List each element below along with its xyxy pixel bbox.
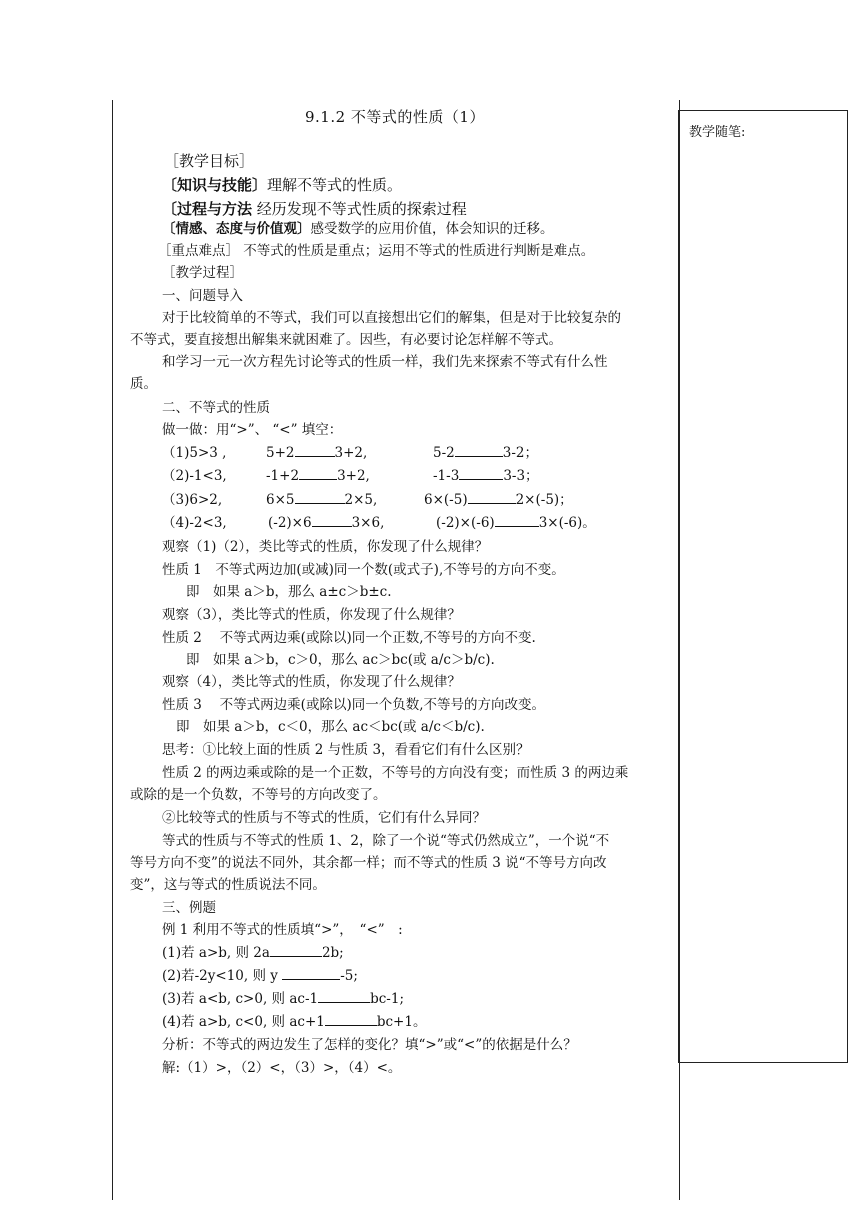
think-answer-2-line2: 等号方向不变”的说法不同外，其余都一样；而不等式的性质 3 说“不等号方向改	[130, 855, 607, 871]
fill-blank[interactable]	[312, 512, 352, 527]
fill-row-3-b-right: 2×5,	[344, 492, 378, 508]
fill-row-3-b-left: 6×5	[266, 492, 295, 508]
fill-row-4-c	[436, 512, 596, 534]
fill-row-3-a: （3)6>2,	[162, 492, 223, 508]
fill-blank[interactable]	[459, 465, 503, 480]
observe-4: 观察（4），类比等式的性质，你发现了什么规律？	[162, 674, 461, 690]
notes-label: 教学随笔:	[689, 125, 746, 140]
fill-row-2-a: （2)-1<3,	[162, 468, 227, 484]
fill-row-1-a: （1)5>3 ,	[162, 445, 227, 461]
section1-paragraph2-line1: 和学习一元一次方程先讨论等式的性质一样，我们先来探索不等式有什么性	[162, 354, 608, 370]
fill-blank[interactable]	[295, 442, 335, 457]
think-answer-2-line1: 等式的性质与不等式的性质 1、2，除了一个说“等式仍然成立”，一个说“不	[162, 833, 610, 849]
section1-paragraph1-line2: 不等式，要直接想出解集来就困难了。因些，有必要讨论怎样解不等式。	[130, 332, 562, 348]
property-2: 性质 2 不等式两边乘(或除以)同一个正数,不等号的方向不变.	[162, 630, 536, 646]
section2-heading: 二、不等式的性质	[162, 400, 270, 416]
knowledge-label: 〔知识与技能〕	[162, 176, 268, 194]
fill-row-3-c-right: 2×(-5)；	[515, 492, 573, 508]
section1-paragraph1-line1: 对于比较简单的不等式，我们可以直接想出它们的解集，但是对于比较复杂的	[162, 310, 621, 326]
fill-row-2-c-left: -1-3	[433, 468, 460, 484]
process-heading: ［教学过程］	[162, 265, 243, 281]
fill-row-3-c	[424, 489, 573, 511]
fill-blank[interactable]	[295, 489, 345, 504]
example-item-4-left: (4)若 a>b, c<0, 则 ac+1	[162, 1014, 325, 1030]
example-item-3-left: (3)若 a<b, c>0, 则 ac-1	[162, 991, 319, 1007]
section1-heading: 一、问题导入	[162, 288, 243, 304]
fill-blank[interactable]	[270, 942, 322, 957]
fill-row-4-c-right: 3×(-6)。	[538, 515, 596, 531]
property-1-example: 即 如果 a＞b，那么 a±c＞b±c.	[186, 584, 392, 600]
think-answer-2-line3: 变”，这与等式的性质说法不同。	[130, 877, 326, 893]
section1-paragraph2-line2: 质。	[130, 376, 157, 392]
example-item-3-right: bc-1;	[370, 991, 404, 1007]
emotion-text: 感受数学的应用价值，体会知识的迁移。	[310, 221, 554, 237]
emotion-goal	[162, 218, 554, 240]
think-answer-1-line1: 性质 2 的两边乘或除的是一个正数，不等号的方向没有变；而性质 3 的两边乘	[162, 765, 629, 781]
fill-row-2-b-right: 3+2,	[337, 468, 370, 484]
example-item-4-right: bc+1。	[376, 1014, 427, 1030]
example-item-1-right: 2b;	[321, 945, 344, 961]
observe-3: 观察（3），类比等式的性质，你发现了什么规律？	[162, 607, 461, 623]
fill-row-1-c	[433, 442, 538, 464]
knowledge-goal	[162, 174, 402, 196]
fill-row-4-c-left: (-2)×(-6)	[436, 515, 495, 531]
example-item-3	[162, 988, 404, 1010]
fill-row-1-c-right: 3-2；	[502, 445, 538, 461]
fill-prompt: 做一做：用“>”、 “<” 填空：	[162, 422, 343, 438]
fill-row-4-a: （4)-2<3,	[162, 515, 227, 531]
example-item-1	[162, 942, 344, 964]
example-item-4	[162, 1011, 426, 1033]
think-question-2: ②比较等式的性质与不等式的性质，它们有什么异同？	[162, 810, 486, 826]
fill-blank[interactable]	[282, 965, 340, 980]
fill-row-3-b	[266, 489, 377, 511]
fill-row-1-b	[266, 442, 367, 464]
fill-row-2-c	[433, 465, 539, 487]
fill-blank[interactable]	[455, 442, 503, 457]
fill-blank[interactable]	[318, 988, 370, 1003]
fill-row-3-c-left: 6×(-5)	[424, 492, 468, 508]
emotion-label: 〔情感、态度与价值观〕	[162, 221, 311, 237]
fill-blank[interactable]	[468, 489, 516, 504]
fill-row-4-b-right: 3×6,	[351, 515, 385, 531]
fill-blank[interactable]	[495, 512, 539, 527]
think-question-1: 思考：①比较上面的性质 2 与性质 3，看看它们有什么区别？	[162, 742, 530, 758]
property-3-example: 即 如果 a＞b，c＜0，那么 ac＜bc(或 a/c＜b/c).	[176, 719, 485, 735]
example-item-2-left: (2)若-2y<10, 则 y	[162, 968, 283, 984]
process-label: 〔过程与方法	[162, 200, 253, 218]
section3-heading: 三、例题	[162, 900, 216, 916]
process-goal	[162, 198, 467, 220]
key-points: ［重点难点］ 不等式的性质是重点；运用不等式的性质进行判断是难点。	[158, 243, 595, 259]
example-analysis: 分析：不等式的两边发生了怎样的变化？填“>”或“<”的依据是什么？	[162, 1037, 577, 1053]
observe-1-2: 观察（1)（2），类比等式的性质，你发现了什么规律？	[162, 539, 489, 555]
fill-row-1-b-right: 3+2,	[334, 445, 368, 461]
fill-row-2-b	[266, 465, 370, 487]
example-1: 例 1 利用不等式的性质填“>”， “<” :	[162, 922, 403, 938]
property-3: 性质 3 不等式两边乘(或除以)同一个负数,不等号的方向改变。	[162, 697, 545, 713]
example-item-2	[162, 965, 358, 987]
goals-heading: ［教学目标］	[164, 152, 255, 170]
fill-blank[interactable]	[325, 1011, 377, 1026]
fill-blank[interactable]	[299, 465, 337, 480]
fill-row-2-c-right: 3-3；	[503, 468, 539, 484]
example-item-1-left: (1)若 a>b, 则 2a	[162, 945, 270, 961]
notes-side-box	[678, 110, 848, 1063]
fill-row-4-b	[268, 512, 384, 534]
knowledge-text: 理解不等式的性质。	[267, 176, 403, 194]
page-title: 9.1.2 不等式的性质（1）	[305, 108, 485, 126]
example-solution: 解:（1）>，（2）<，（3）>，（4）<。	[162, 1060, 402, 1076]
think-answer-1-line2: 或除的是一个负数，不等号的方向改变了。	[130, 787, 387, 803]
fill-row-4-b-left: (-2)×6	[268, 515, 312, 531]
fill-row-1-c-left: 5-2	[433, 445, 455, 461]
property-1: 性质 1 不等式两边加(或减)同一个数(或式子),不等号的方向不变。	[162, 562, 565, 578]
fill-row-2-b-left: -1+2	[266, 468, 300, 484]
process-text: 经历发现不等式性质的探索过程	[256, 200, 467, 218]
fill-row-1-b-left: 5+2	[266, 445, 295, 461]
example-item-2-right: -5;	[340, 968, 358, 984]
property-2-example: 即 如果 a＞b，c＞0，那么 ac＞bc(或 a/c＞b/c).	[186, 652, 495, 668]
